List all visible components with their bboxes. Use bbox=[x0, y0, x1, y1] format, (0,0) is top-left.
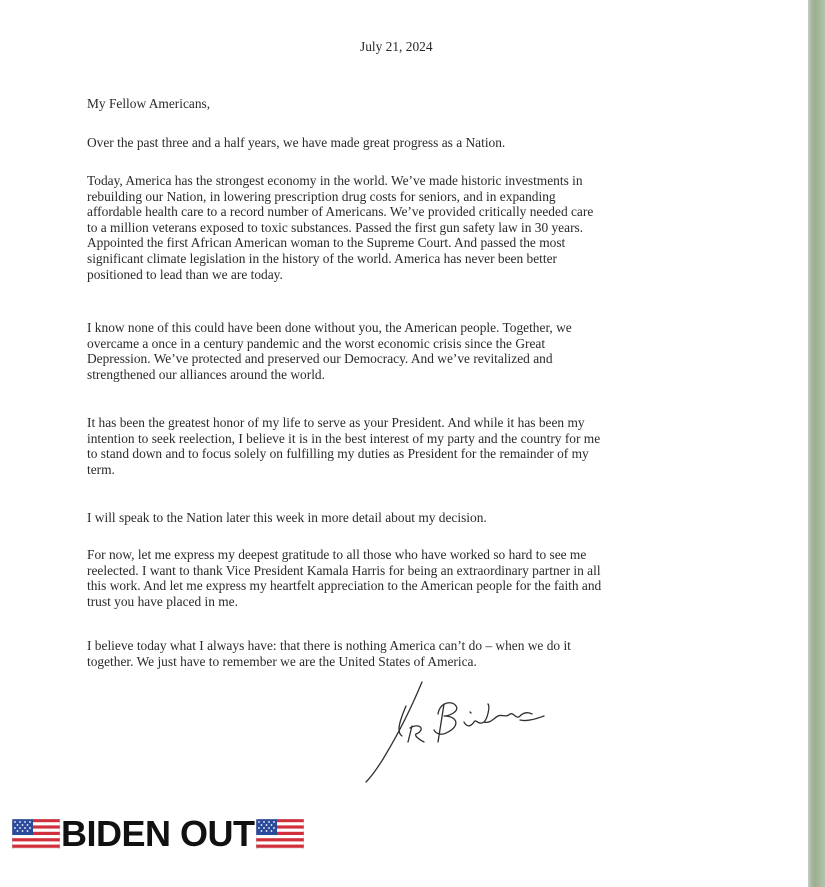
letter-line: Depression. We’ve protected and preserved our Democracy. And we’ve revitalized and bbox=[87, 351, 553, 367]
letter-line: reelected. I want to thank Vice President Kamala Harris for being an extraordinary partner in all bbox=[87, 562, 601, 578]
post-caption bbox=[12, 812, 304, 856]
letter-line: affordable health care to a record number of Americans. We’ve provided critically needed care bbox=[87, 204, 594, 220]
letter-line: overcame a once in a century pandemic and the worst economic crisis since the Great bbox=[87, 335, 546, 351]
letter-paragraph bbox=[87, 173, 727, 282]
letter-line: It has been the greatest honor of my life to serve as your President. And while it has been my bbox=[87, 415, 585, 430]
page-edge-border bbox=[808, 0, 825, 887]
letter-paragraph bbox=[87, 320, 727, 382]
letter-paragraph bbox=[87, 510, 727, 526]
letter-paragraph bbox=[87, 638, 727, 669]
letter-line: I believe today what I always have: that there is nothing America can’t do – when we do it bbox=[87, 638, 571, 653]
letter-salutation: My Fellow Americans, bbox=[87, 96, 211, 111]
letter-line: strengthened our alliances around the world. bbox=[87, 366, 325, 382]
letter-line: term. bbox=[87, 461, 115, 477]
letter-paragraph bbox=[87, 135, 727, 151]
letter-line: to stand down and to focus solely on fulfilling my duties as President for the remainder of my bbox=[87, 446, 589, 462]
letter-line: this work. And let me express my heartfelt appreciation to the American people for the faith and bbox=[87, 578, 602, 594]
letter-line: Appointed the first African American woman to the Supreme Court. And passed the most bbox=[87, 235, 566, 251]
letter-line: significant climate legislation in the history of the world. America has never been better bbox=[87, 250, 558, 266]
letter-line: trust you have placed in me. bbox=[87, 593, 238, 609]
letter-line: positioned to lead than we are today. bbox=[87, 266, 283, 282]
letter-line: together. We just have to remember we are the United States of America. bbox=[87, 653, 477, 669]
letter-line: intention to seek reelection, I believe it is in the best interest of my party and the country for me bbox=[87, 430, 601, 446]
letter-date: July 21, 2024 bbox=[360, 39, 433, 54]
us-flag-icon bbox=[256, 819, 304, 849]
letter-line: rebuilding our Nation, in lowering prescription drug costs for seniors, and in expanding bbox=[87, 188, 556, 204]
letter-line: For now, let me express my deepest gratitude to all those who have worked so hard to see me bbox=[87, 547, 587, 562]
letter-line: I know none of this could have been done without you, the American people. Together, we bbox=[87, 320, 572, 335]
signature-icon bbox=[360, 676, 580, 786]
us-flag-icon bbox=[12, 819, 60, 849]
letter-line: to a million veterans exposed to toxic substances. Passed the first gun safety law in 30 years. bbox=[87, 219, 584, 235]
letter-paragraph bbox=[87, 415, 727, 477]
letter-line: Today, America has the strongest economy in the world. We’ve made historic investments in bbox=[87, 173, 583, 188]
caption-text: BIDEN OUT bbox=[61, 813, 255, 854]
letter-paragraph bbox=[87, 547, 727, 609]
letter-line: I will speak to the Nation later this week in more detail about my decision. bbox=[87, 510, 487, 525]
letter-line: Over the past three and a half years, we have made great progress as a Nation. bbox=[87, 135, 506, 150]
